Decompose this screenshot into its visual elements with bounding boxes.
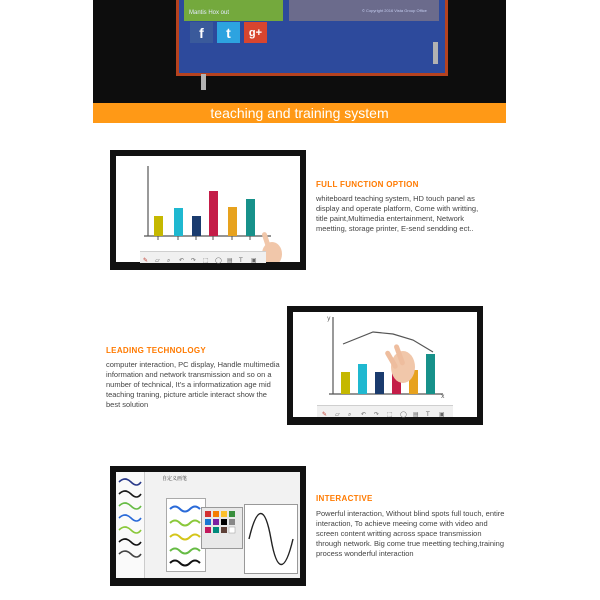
zoom-icon: ⌕ <box>167 257 171 264</box>
stroke-preview-panel <box>166 498 206 572</box>
section-heading: INTERACTIVE <box>316 494 373 503</box>
drawing-toolbar <box>317 405 453 417</box>
undo-icon: ↶ <box>179 257 185 264</box>
section-heading: LEADING TECHNOLOGY <box>106 346 207 355</box>
sine-wave-canvas <box>244 504 298 574</box>
zoom-icon: ⌕ <box>348 411 352 418</box>
pen-icon: ✎ <box>322 411 328 418</box>
chart-bar <box>426 354 435 394</box>
save-icon: ▣ <box>439 411 445 418</box>
twitter-icon: t <box>217 22 240 43</box>
stand-leg-left <box>201 74 206 90</box>
eraser-icon: ▱ <box>155 257 160 264</box>
whiteboard-screen-1 <box>116 156 300 262</box>
chart-bar <box>358 364 367 394</box>
dialog-title: 自定义画笔 <box>162 476 188 482</box>
chart-bar <box>341 372 350 394</box>
color-palette <box>201 507 243 549</box>
chart-bar <box>228 207 237 236</box>
tile-label: Mantis Hox out <box>189 10 230 16</box>
undo-icon: ↶ <box>361 411 367 418</box>
banner-title: teaching and training system <box>93 103 506 123</box>
select-icon: ⬚ <box>387 411 393 418</box>
chart-bar <box>174 208 183 236</box>
section-description: Powerful interaction, Without blind spots full touch, entire interaction, To achieve meeing come with video and screen content writting across space transmission through network. Big come true meetting teching,training process wonderful interaction <box>316 509 505 558</box>
select-icon: ⬚ <box>203 257 209 264</box>
bar-chart-illustration <box>116 156 300 262</box>
chart-bar <box>246 199 255 236</box>
shape-icon: ◯ <box>400 411 407 418</box>
hand-touch-icon <box>384 344 415 383</box>
section-description: whiteboard teaching system, HD touch panel as display and operate platform, Come with writting, title paint,Multimedia entertainment, Network meetting, storage printer, E-send sendding ect.. <box>316 194 479 233</box>
section-heading: FULL FUNCTION OPTION <box>316 180 419 189</box>
pen-stroke-panel <box>116 472 145 578</box>
facebook-icon: f <box>190 22 213 43</box>
svg-text:x: x <box>441 393 445 400</box>
svg-text:y: y <box>327 315 331 322</box>
googleplus-icon: g+ <box>244 22 267 43</box>
eraser-icon: ▱ <box>335 411 340 418</box>
shape-icon: ◯ <box>215 257 222 264</box>
copyright-text: © Copyright 2016 Vista Group Office <box>362 8 427 13</box>
text-icon: T <box>239 257 243 264</box>
page-icon: ▤ <box>227 257 233 264</box>
page-icon: ▤ <box>413 411 419 418</box>
pen-icon: ✎ <box>143 257 149 264</box>
redo-icon: ↷ <box>191 257 197 264</box>
save-icon: ▣ <box>251 257 257 264</box>
line-bar-chart-illustration <box>293 312 477 417</box>
text-icon: T <box>426 411 430 418</box>
section-description: computer interaction, PC display, Handle multimedia information and network transmission and so on a number of technical, It's a informatization age mid teaching traning, picture article interact show the best solution <box>106 360 280 409</box>
chart-bar <box>209 191 218 236</box>
drawing-toolbar <box>140 251 266 263</box>
chart-bar <box>154 216 163 236</box>
chart-bar <box>375 372 384 394</box>
chart-bar <box>192 216 201 236</box>
whiteboard-screen-2 <box>293 312 477 417</box>
stand-leg-right <box>433 42 438 64</box>
redo-icon: ↷ <box>374 411 380 418</box>
